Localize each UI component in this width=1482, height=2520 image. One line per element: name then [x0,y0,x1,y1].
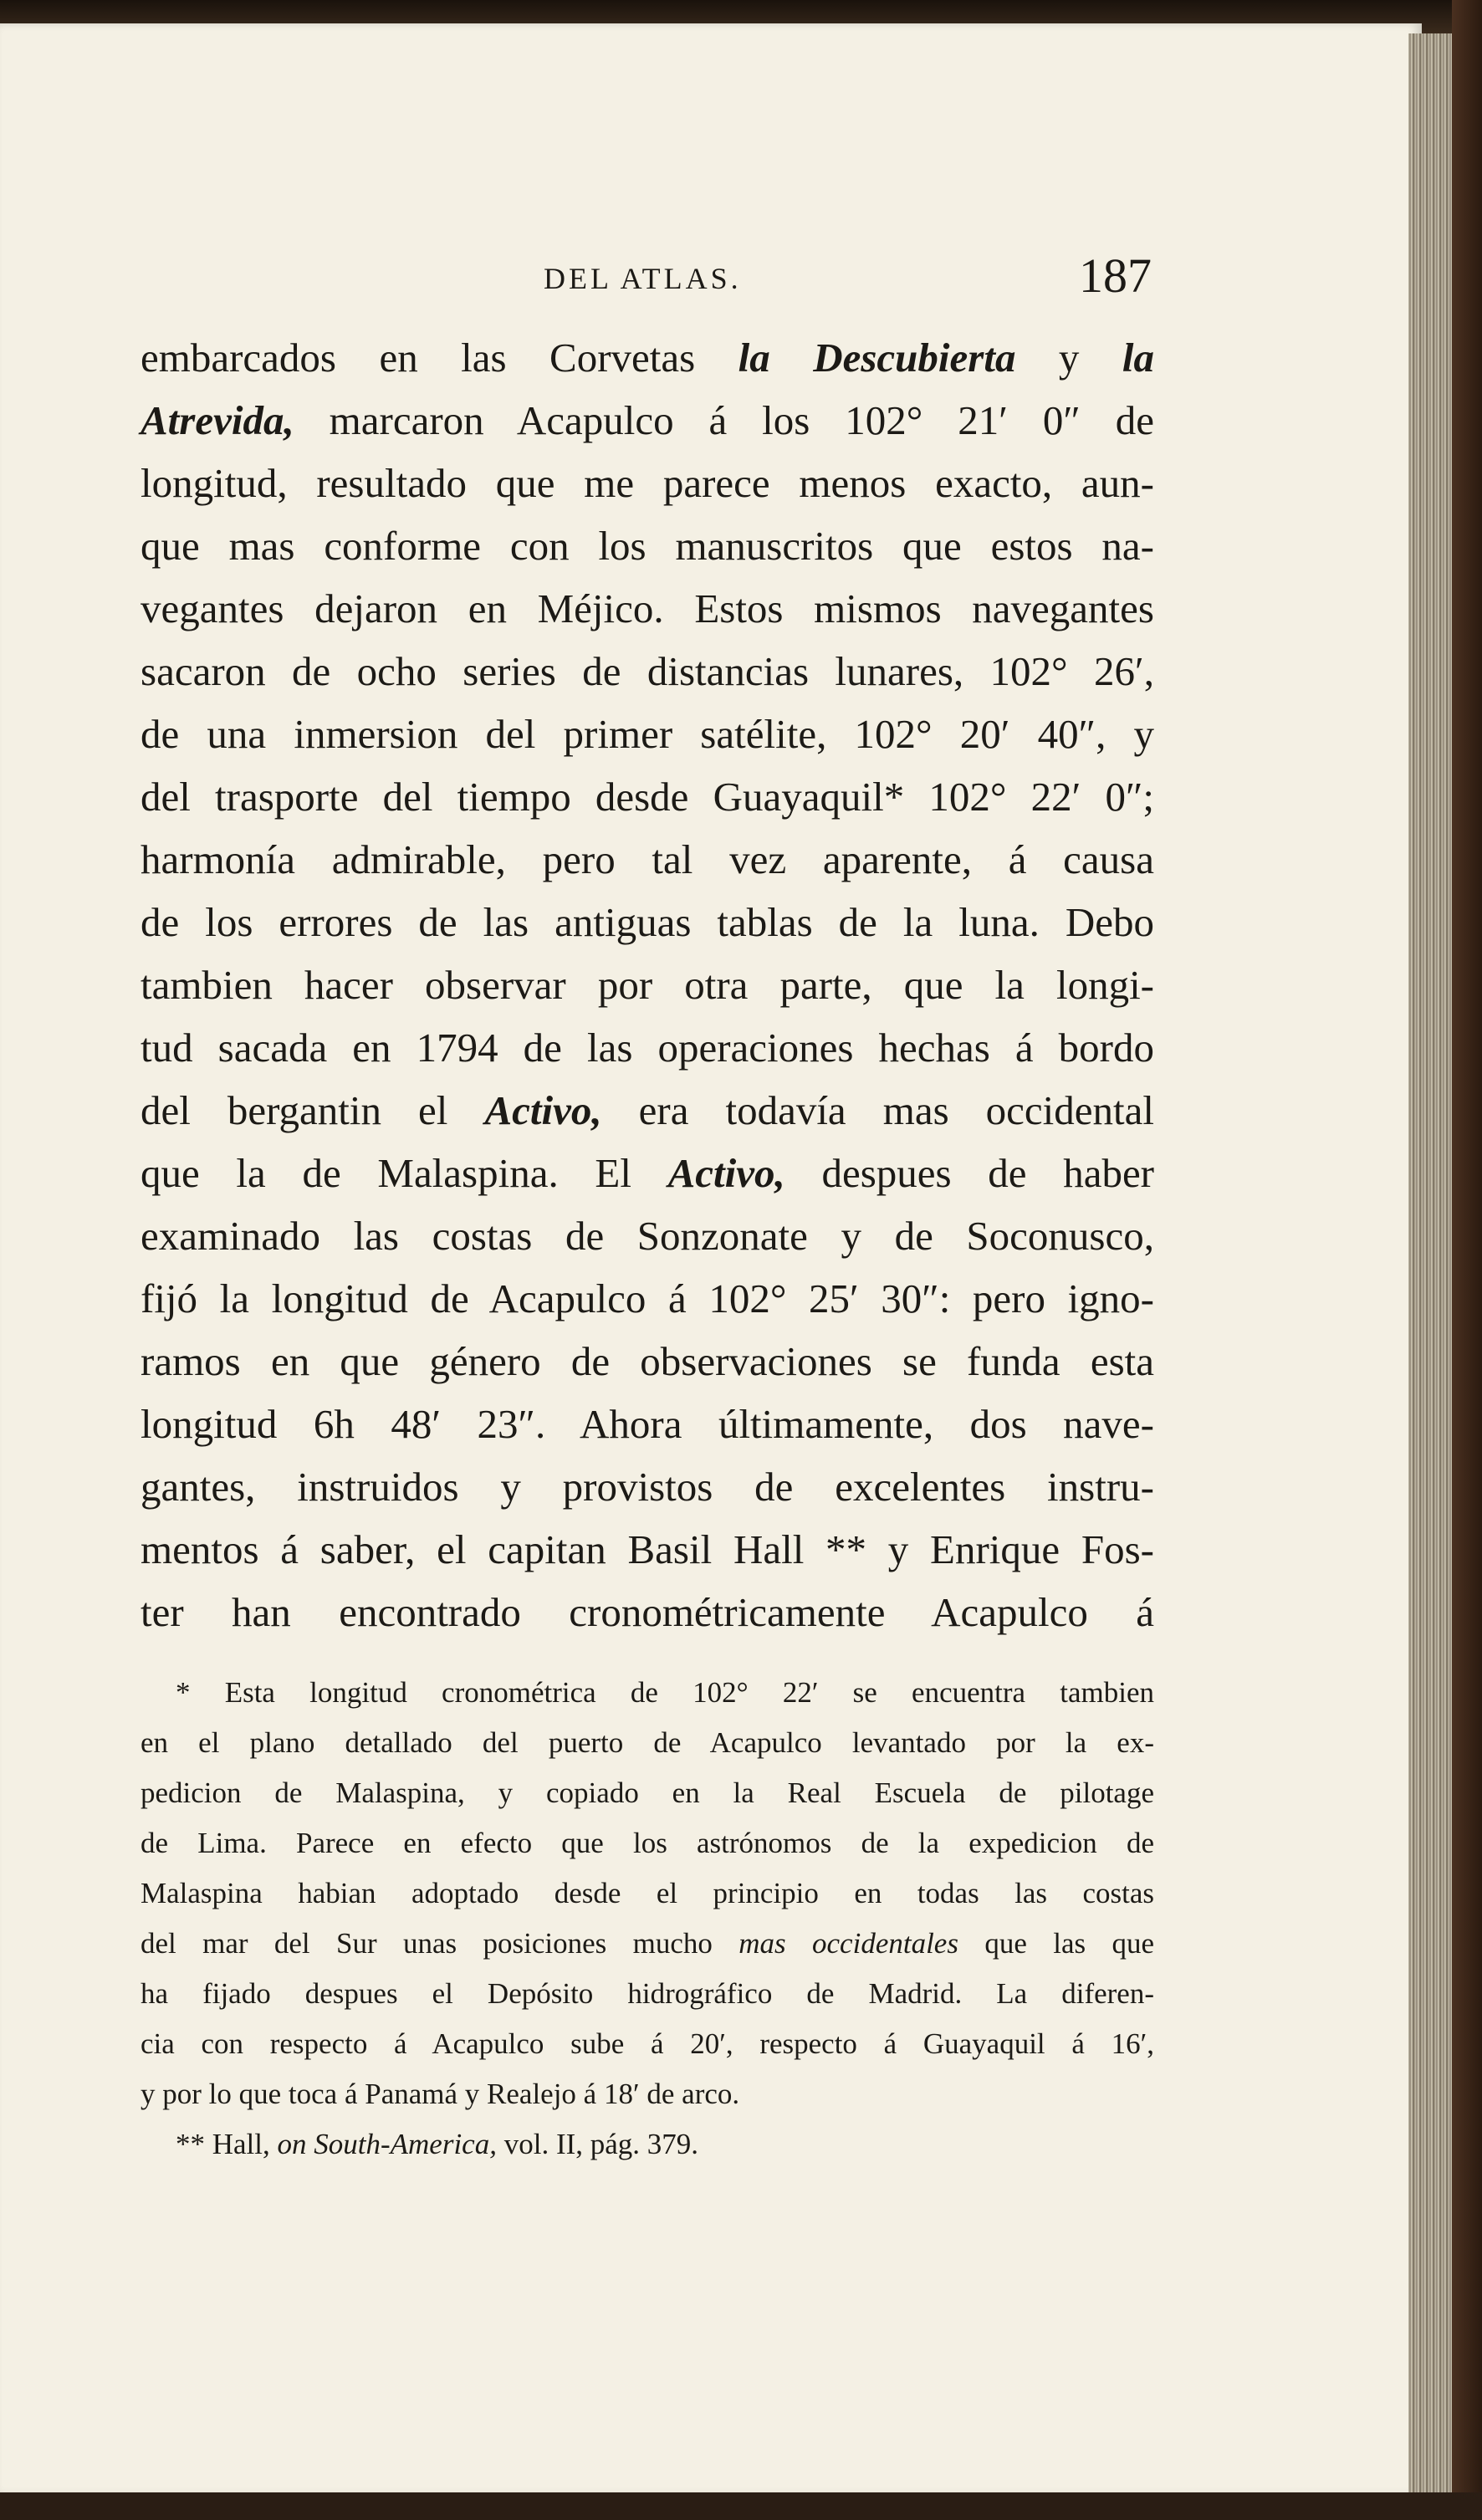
text-line: de los errores de las antiguas tablas de la luna. Debo [141,899,1154,945]
footnotes [141,1668,1154,2170]
text-line: que la de Malaspina. El Activo, despues de haber [141,1150,1155,1196]
text-line: longitud, resultado que me parece menos exacto, aun- [141,460,1154,506]
text-line: tambien hacer observar por otra parte, que la longi- [141,962,1154,1008]
running-head: DEL ATLAS. [544,262,742,295]
text-line: tud sacada en 1794 de las operaciones hechas á bordo [141,1025,1154,1071]
footnote-line: y por lo que toca á Panamá y Realejo á 18′ de arco. [141,2078,740,2110]
page-number: 187 [1079,248,1152,303]
text-line: del trasporte del tiempo desde Guayaquil* 102° 22′ 0″; [141,774,1154,820]
main-text [141,326,1154,1643]
text-line: vegantes dejaron en Méjico. Estos mismos navegantes [141,585,1154,631]
footnote-line: Malaspina habian adoptado desde el principio en todas las costas [141,1877,1154,1909]
footnote-line: pedicion de Malaspina, y copiado en la Real Escuela de pilotage [141,1776,1154,1809]
text-line: ter han encontrado cronométricamente Acapulco á [141,1589,1154,1635]
text-line: embarcados en las Corvetas la Descubierta y la [141,335,1154,381]
footnote-line: * Esta longitud cronométrica de 102° 22′ se encuentra tambien [176,1676,1154,1709]
book-cover-edge [1452,0,1482,2520]
footnote-line: ha fijado despues el Depósito hidrográfico de Madrid. La diferen- [141,1977,1154,2010]
footnote-line: del mar del Sur unas posiciones mucho mas occidentales que las que [141,1927,1155,1960]
text-line: Atrevida, marcaron Acapulco á los 102° 21′ 0″ de [141,397,1154,443]
text-line: que mas conforme con los manuscritos que estos na- [141,523,1154,569]
text-line: longitud 6h 48′ 23″. Ahora últimamente, dos nave- [141,1401,1154,1447]
text-line: del bergantin el Activo, era todavía mas occidental [141,1087,1154,1133]
footnote-line: cia con respecto á Acapulco sube á 20′, respecto á Guayaquil á 16′, [141,2027,1154,2060]
text-line: ramos en que género de observaciones se funda esta [141,1338,1154,1384]
text-line: harmonía admirable, pero tal vez aparente, á causa [141,836,1154,882]
text-line: de una inmersion del primer satélite, 102° 20′ 40″, y [141,711,1154,757]
footnote-line: en el plano detallado del puerto de Acapulco levantado por la ex- [141,1726,1154,1759]
book-bottom-edge [0,2492,1482,2520]
text-line: sacaron de ocho series de distancias lunares, 102° 26′, [141,648,1154,694]
text-line: gantes, instruidos y provistos de excelentes instru- [141,1464,1154,1510]
text-line: mentos á saber, el capitan Basil Hall ** y Enrique Fos- [141,1526,1154,1572]
page-edges [1408,33,1452,2492]
text-line: examinado las costas de Sonzonate y de Soconusco, [141,1213,1154,1259]
footnote-line: de Lima. Parece en efecto que los astrónomos de la expedicion de [141,1827,1154,1859]
footnote-line: ** Hall, on South-America, vol. II, pág. 379. [176,2128,699,2160]
text-line: fijó la longitud de Acapulco á 102° 25′ 30″: pero igno- [141,1275,1154,1321]
